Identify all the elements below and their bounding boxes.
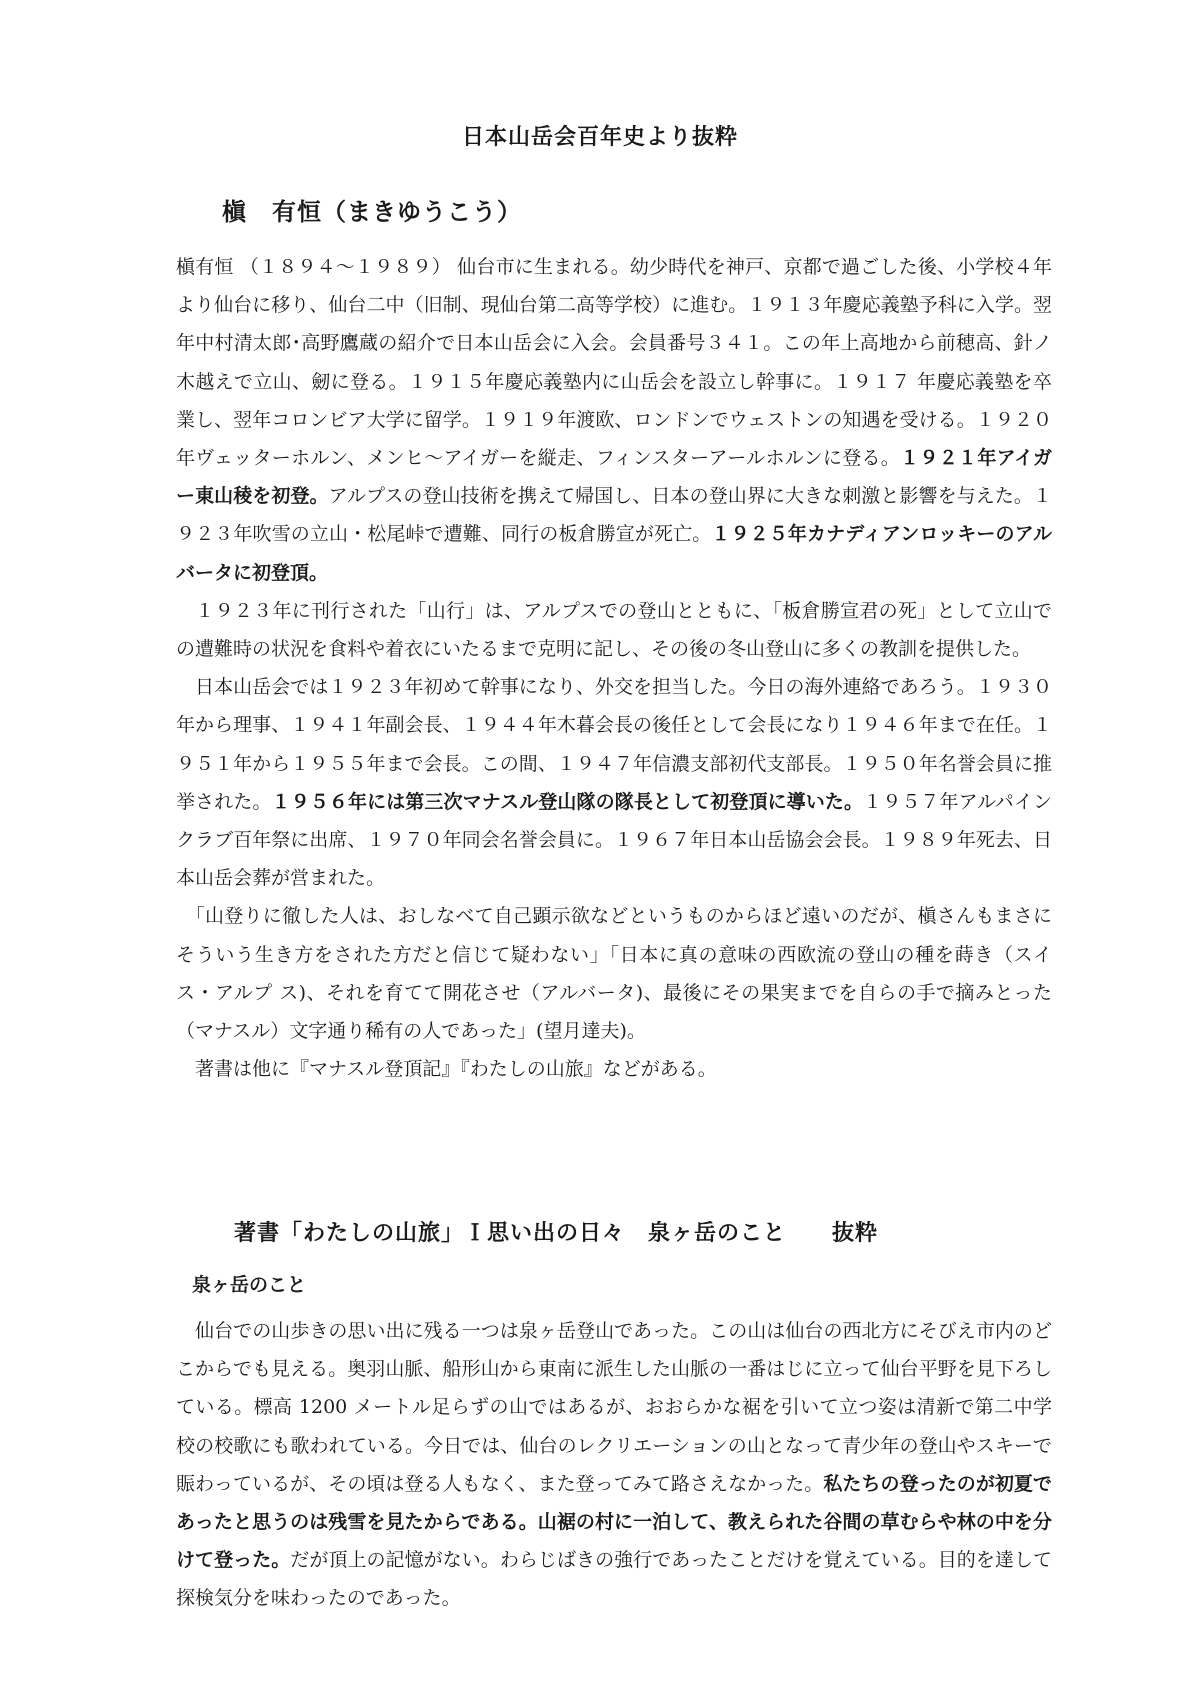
text-run: 著書は他に『マナスル登頂記』『わたしの山旅』などがある。	[176, 1058, 717, 1081]
bio-paragraph	[176, 248, 1052, 592]
text-run: 「山登りに徹した人は、おしなべて自己顕示欲などというものからほど遠いのだが、槇さんもまさにそういう生き方をされた方だと信じて疑わない」「日本に真の意味の西欧流の登山の種を蒔き（スイス・アルプ ス)、それを育てて開花させ（アルバータ)、最後にその果実までを自らの手で摘みとった（マナスル）文字通り稀有の人であった」(望月達夫)。	[176, 905, 1052, 1043]
bold-text-run: 私たちの登ったのが初夏であったと思うのは残雪を見たからである。山裾の村に一泊して、教えられた谷間の草むらや林の中を分けて登った。	[176, 1472, 1052, 1572]
bio-paragraph	[176, 668, 1052, 897]
bio-paragraph	[176, 897, 1052, 1050]
text-run: 日本山岳会では１９２３年初めて幹事になり、外交を担当した。今日の海外連絡であろう。１９３０年から理事、１９４１年副会長、１９４４年木暮会長の後任として会長になり１９４６年まで在任。１９５１年から１９５５年まで会長。この間、１９４７年信濃支部初代支部長。１９５０年名誉会員に推挙された。	[176, 676, 1052, 813]
bio-paragraph	[176, 592, 1052, 668]
bold-text-run: １９５６年には第三次マナスル登山隊の隊長として初登頂に導いた。	[271, 790, 864, 813]
text-run: １９２３年に刊行された「山行」は、アルプスでの登山とともに、「板倉勝宣君の死」として立山での遭難時の状況を食料や着衣にいたるまで克明に記し、その後の冬山登山に多くの教訓を提供した。	[176, 599, 1052, 661]
text-run: アルプスの登山技術を携えて帰国し、日本の登山界に大きな刺激と影響を与えた。１９２３年吹雪の立山・松尾峠で遭難、同行の板倉勝宣が死亡。	[176, 485, 1052, 546]
book-excerpt-heading: 著書「わたしの山旅」Ｉ思い出の日々 泉ヶ岳のこと 抜粋	[234, 1220, 879, 1246]
document-title: 日本山岳会百年史より抜粋	[461, 124, 738, 150]
excerpt-subheading: 泉ヶ岳のこと	[192, 1274, 307, 1296]
excerpt-paragraph	[176, 1312, 1052, 1618]
text-run: 槇有恒 （１８９４～１９８９） 仙台市に生まれる。幼少時代を神戸、京都で過ごした後、小学校４年より仙台に移り、仙台二中（旧制、現仙台第二高等学校）に進む。１９１３年慶応義塾予科に入学。翌年中村清太郎･高野鷹蔵の紹介で日本山岳会に入会。会員番号３４１。この年上高地から前穂高、針ノ木越えで立山、劒に登る。１９１５年慶応義塾内に山岳会を設立し幹事に。１９１７ 年慶応義塾を卒業し、翌年コロンビア大学に留学。１９１９年渡欧、ロンドンでウェストンの知遇を受ける。１９２０年ヴェッターホルン、メンヒ～アイガーを縦走、フィンスターアールホルンに登る。	[176, 256, 1052, 470]
bold-text-run: １９２５年カナディアンロッキーのアルバータに初登頂。	[176, 523, 1052, 584]
person-heading: 槇 有恒（まきゆうこう）	[222, 197, 522, 226]
bio-paragraph	[176, 1050, 1052, 1088]
text-run: だが頂上の記憶がない。わらじばきの強行であったことだけを覚えている。目的を達して探検気分を味わったのであった。	[176, 1549, 1052, 1610]
excerpt-text	[176, 1312, 1052, 1618]
text-run: 仙台での山歩きの思い出に残る一つは泉ヶ岳登山であった。この山は仙台の西北方にそびえ市内のどこからでも見える。奥羽山脈、船形山から東南に派生した山脈の一番はじに立って仙台平野を見下ろしている。標高 1200 メートル足らずの山ではあるが、おおらかな裾を引いて立つ姿は清新で第二中学校の校歌にも歌われている。今日では、仙台のレクリエーションの山となって青少年の登山やスキーで賑わっているが、その頃は登る人もなく、また登ってみて路さえなかった。	[176, 1320, 1052, 1495]
biography-text	[176, 248, 1052, 1088]
bold-text-run: １９２１年アイガー東山稜を初登。	[176, 447, 1052, 508]
text-run: １９５７年アルパインクラブ百年祭に出席、１９７０年同会名誉会員に。１９６７年日本山岳協会会長。１９８９年死去、日本山岳会葬が営まれた。	[176, 790, 1052, 890]
